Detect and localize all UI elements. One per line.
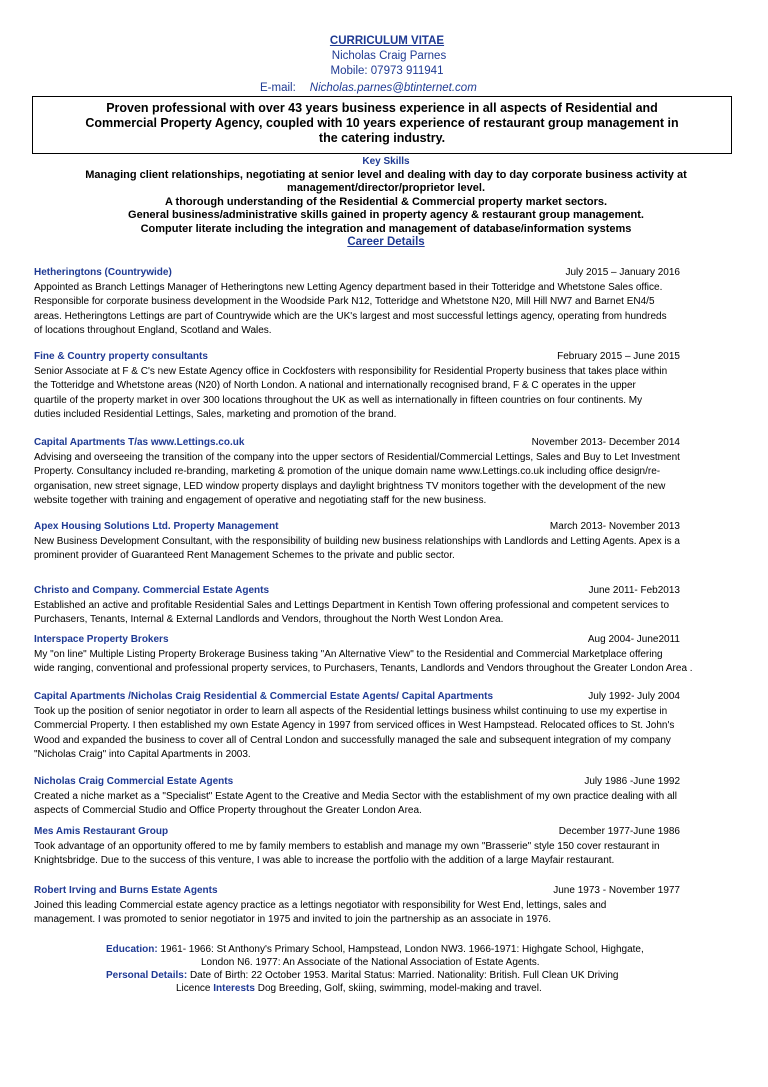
job-description-line: Property. Consultancy included re-branding, marketing & promotion of the unique domain name www.Lettings.co.uk including office design/re- — [34, 466, 661, 477]
education-line: London N6. 1977: An Associate of the National Association of Estate Agents. — [201, 957, 540, 968]
job-company: Robert Irving and Burns Estate Agents — [34, 885, 218, 896]
professional-summary — [32, 96, 732, 154]
licence-text: Licence — [176, 983, 211, 994]
job-dates: March 2013- November 2013 — [549, 521, 680, 532]
interests-text: Dog Breeding, Golf, skiing, swimming, model-making and travel. — [257, 983, 542, 994]
cv-title: CURRICULUM VITAE — [329, 35, 445, 47]
job-description-line: Took up the position of senior negotiator in order to learn all aspects of the Residential lettings business whilst continuing to use my expertise in — [34, 705, 668, 717]
job-entry — [34, 884, 740, 928]
job-description-line: prominent provider of Guaranteed Rent Management Schemes to the private and public sector. — [34, 550, 455, 561]
job-description-line: duties included Residential Lettings, Sales, marketing and promotion of the brand. — [34, 409, 397, 420]
job-entry — [34, 520, 740, 564]
job-entry — [34, 775, 740, 819]
job-dates: November 2013- December 2014 — [531, 437, 680, 448]
job-description-line: quartile of the property market in over 300 locations throughout the UK as well as internationally in fifteen countries on four continents. My — [34, 394, 643, 406]
job-dates: Aug 2004- June2011 — [587, 634, 680, 645]
job-entry — [34, 825, 740, 869]
job-description-line: Purchasers, Tenants, Internal & External Landlords and Vendors, throughout the North West London Area. — [34, 614, 504, 625]
job-description-line: Knightsbridge. Due to the success of this venture, I was able to increase the portfolio with the addition of a large Mayfair restaurant. — [34, 855, 615, 866]
job-dates: February 2015 – June 2015 — [557, 351, 680, 362]
job-description-line: of locations throughout England, Scotland and Wales. — [34, 325, 272, 336]
job-dates: June 2011- Feb2013 — [588, 585, 680, 596]
job-entry — [34, 690, 740, 763]
job-entry — [34, 633, 740, 677]
career-details-heading: Career Details — [347, 236, 425, 248]
education-personal-section — [106, 943, 706, 995]
job-description-line: "Nicholas Craig" into Capital Apartments in 2003. — [34, 749, 251, 760]
cv-header — [0, 34, 768, 79]
job-company: Fine & Country property consultants — [34, 351, 208, 362]
mobile-number: Mobile: 07973 911941 — [330, 65, 444, 77]
job-entry — [34, 584, 740, 628]
education-label: Education: — [106, 944, 158, 955]
job-company: Hetheringtons (Countrywide) — [34, 267, 172, 278]
email-line — [260, 82, 477, 94]
job-company: Interspace Property Brokers — [34, 634, 169, 645]
education-line: 1961- 1966: St Anthony's Primary School, Hampstead, London NW3. 1966-1971: Highgate School, Highgate, — [160, 944, 644, 955]
job-dates: July 1986 -June 1992 — [584, 776, 680, 787]
job-entry — [34, 436, 740, 509]
job-company: Christo and Company. Commercial Estate Agents — [34, 585, 270, 596]
skill-line: Managing client relationships, negotiating at senior level and dealing with day to day corporate business activity at — [85, 168, 687, 181]
job-description-line: My "on line" Multiple Listing Property Brokerage Business taking "An Alternative View" to the Residential and Commercial Marketplace offering — [34, 648, 663, 660]
job-entry — [34, 266, 740, 339]
job-dates: July 2015 – January 2016 — [565, 267, 680, 278]
job-dates: July 1992- July 2004 — [588, 691, 680, 702]
email-address[interactable]: Nicholas.parnes@btinternet.com — [309, 82, 477, 94]
personal-details-line: Date of Birth: 22 October 1953. Marital Status: Married. Nationality: British. Full Clean UK Driving — [189, 970, 619, 981]
job-description-line: Responsible for corporate business development in the Woodside Park N12, Totteridge and Whetstone N20, Mill Hill NW7 and Barnet EN4/5 — [34, 296, 655, 307]
key-skills-heading: Key Skills — [362, 156, 410, 167]
job-description-line: wide ranging, conventional and professional property services, to Purchasers, Tenants, Landlords and Vendors throughout the Greater London Area . — [34, 663, 693, 674]
job-entry — [34, 350, 740, 423]
skill-line: General business/administrative skills gained in property agency & restaurant group management. — [128, 209, 644, 221]
job-company: Nicholas Craig Commercial Estate Agents — [34, 776, 234, 787]
job-description-line: the Totteridge and Whetstone areas (N20) of North London. A national and internationally recognised brand, F & C operates in the upper — [34, 380, 636, 391]
personal-details-label: Personal Details: — [106, 970, 188, 981]
job-company: Apex Housing Solutions Ltd. Property Management — [34, 521, 279, 532]
job-description-line: Senior Associate at F & C's new Estate Agency office in Cockfosters with responsibility for Residential Property business that takes place within — [34, 365, 668, 377]
job-description-line: aspects of Commercial Studio and Office Property throughout the Greater London Area. — [34, 805, 422, 816]
summary-line: Proven professional with over 43 years business experience in all aspects of Residential and — [106, 101, 658, 115]
job-description-line: Established an active and profitable Residential Sales and Lettings Department in Kentish Town offering professional and competent services to — [34, 599, 670, 611]
skill-line: A thorough understanding of the Residential & Commercial property market sectors. — [164, 195, 608, 208]
candidate-name: Nicholas Craig Parnes — [331, 50, 447, 62]
summary-line: Commercial Property Agency, coupled with 10 years experience of restaurant group management in — [85, 116, 679, 130]
job-description-line: organisation, new street signage, LED window property displays and daylight brightness TV monitors together with the development of the new — [34, 480, 666, 492]
job-dates: December 1977-June 1986 — [558, 826, 680, 837]
job-company: Capital Apartments /Nicholas Craig Residential & Commercial Estate Agents/ Capital Apartments — [34, 691, 494, 702]
job-description-line: website together with training and engagement of operative and negotiating staff for the new business. — [34, 495, 487, 506]
key-skills-section — [30, 155, 742, 250]
job-company: Mes Amis Restaurant Group — [34, 826, 169, 837]
job-description-line: Commercial Property. I then established my own Estate Agency in 1997 from serviced offices in West Hampstead. Relocated offices to St. John's — [34, 720, 675, 731]
job-description-line: Advising and overseeing the transition of the company into the upper sectors of Residential/Commercial Lettings, Sales and Buy to Let Investment — [34, 451, 680, 463]
job-description-line: areas. Hetheringtons Lettings are part of Countrywide which are the UK's largest and most successful lettings agency, operating from hundreds — [34, 310, 667, 322]
job-description-line: New Business Development Consultant, with the responsibility of building new business relationships with Landlords and Letting Agents. Apex is a — [34, 535, 680, 547]
job-description-line: Took advantage of an opportunity offered to me by family members to establish and manage my own "Brasserie" style 150 cover restaurant in — [34, 840, 660, 852]
skill-line: management/director/proprietor level. — [286, 182, 486, 194]
job-dates: June 1973 - November 1977 — [553, 885, 680, 896]
email-label: E-mail: — [260, 82, 296, 94]
job-description-line: Joined this leading Commercial estate agency practice as a lettings negotiator with responsibility for West End, lettings, sales and — [34, 899, 607, 911]
job-description-line: Wood and expanded the business to cover all of Central London and successfully managed the sale and subsequent integration of my company — [34, 734, 671, 746]
summary-line: the catering industry. — [318, 131, 446, 145]
interests-label: Interests — [213, 983, 255, 994]
job-description-line: management. I was promoted to senior negotiator in 1975 and invited to join the partnership as an associate in 1976. — [34, 914, 551, 925]
skill-line: Computer literate including the integration and management of database/information systems — [140, 222, 632, 235]
job-company: Capital Apartments T/as www.Lettings.co.uk — [34, 437, 245, 448]
job-description-line: Appointed as Branch Lettings Manager of Hetheringtons new Letting Agency department based in their Totteridge and Whetstone Sales office. — [34, 281, 663, 293]
job-description-line: Created a niche market as a "Specialist" Estate Agent to the Creative and Media Sector with the establishment of my own practice dealing with all — [34, 790, 677, 802]
